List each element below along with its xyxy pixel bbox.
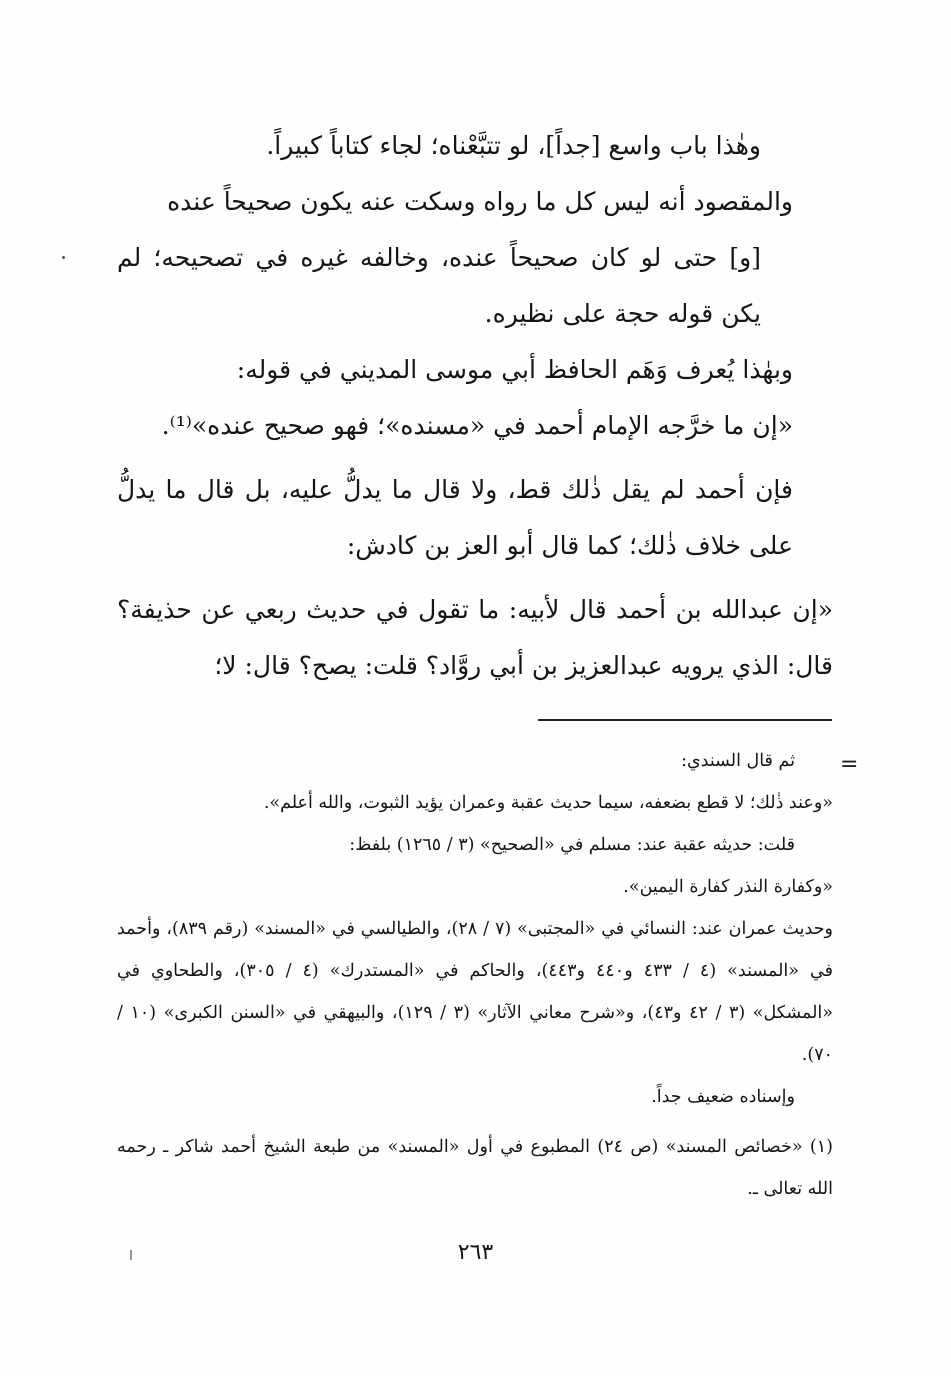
footnote-line-2: «وعند ذٰلك؛ لا قطع بضعفه، سيما حديث عقبة وعمران يؤيد الثبوت، والله أعلم». <box>263 793 833 813</box>
footnote-line-3: قلت: حديثه عقبة عند: مسلم في «الصحيح» (٣ / ١٢٦٥) بلفظ: <box>349 835 795 855</box>
footnote-1: (١) «خصائص المسند» (ص ٢٤) المطبوع في أول «المسند» من طبعة الشيخ أحمد شاكر ـ رحمه الله تعالى ـ. <box>117 1137 833 1199</box>
main-line-3: [و] حتى لو كان صحيحاً عنده، وخالفه غيره في تصحيحه؛ لم يكن قوله حجة على نظيره. <box>117 243 761 328</box>
footnote-continuation-mark: = <box>840 752 859 777</box>
main-line-5: «إن ما خرَّجه الإمام أحمد في «مسنده»؛ فهو صحيح عنده»⁽¹⁾. <box>161 411 793 440</box>
footnote-line-6: وإسناده ضعيف جداً. <box>651 1087 795 1107</box>
page-number: ٢٦٣ <box>457 1240 494 1265</box>
footnote-line-5: وحديث عمران عند: النسائي في «المجتبى» (٧ / ٢٨)، والطيالسي في «المسند» (رقم ٨٣٩)، وأحمد في «المسند» (٤ / ٤٣٣ و٤٤٠ و٤٤٣)، والحاكم في «المستدرك» (٤ / ٣٠٥)، والطحاوي في «المشكل» (٣ / ٤٢ و٤٣)، و«شرح معاني الآثار» (٣ / ١٢٩)، والبيهقي في «السنن الكبرى» (١٠ / ٧٠). <box>117 919 833 1065</box>
main-line-7: «إن عبدالله بن أحمد قال لأبيه: ما تقول في حديث ربعي عن حذيفة؟ قال: الذي يرويه عبدالعزيز بن أبي روَّاد؟ قلت: يصح؟ قال: لا؛ <box>117 595 833 680</box>
main-line-6: فإن أحمد لم يقل ذٰلك قط، ولا قال ما يدلُّ عليه، بل قال ما يدلُّ على خلاف ذٰلك؛ كما قال أبو العز بن كادش: <box>117 475 793 560</box>
footnotes <box>117 740 833 1210</box>
scan-speck <box>62 256 65 259</box>
footnote-line-4: «وكفارة النذر كفارة اليمين». <box>623 877 833 897</box>
main-line-1: وهٰذا باب واسع [جداً]، لو تتبَّعْناه؛ لجاء كتاباً كبيراً. <box>266 131 761 160</box>
footnote-line-1: ثم قال السندي: <box>681 751 795 771</box>
main-text <box>117 118 833 694</box>
main-line-4: وبهٰذا يُعرف وَهَم الحافظ أبي موسى المديني في قوله: <box>236 355 793 384</box>
footnote-separator <box>538 719 832 721</box>
main-line-2: والمقصود أنه ليس كل ما رواه وسكت عنه يكون صحيحاً عنده <box>167 187 793 216</box>
